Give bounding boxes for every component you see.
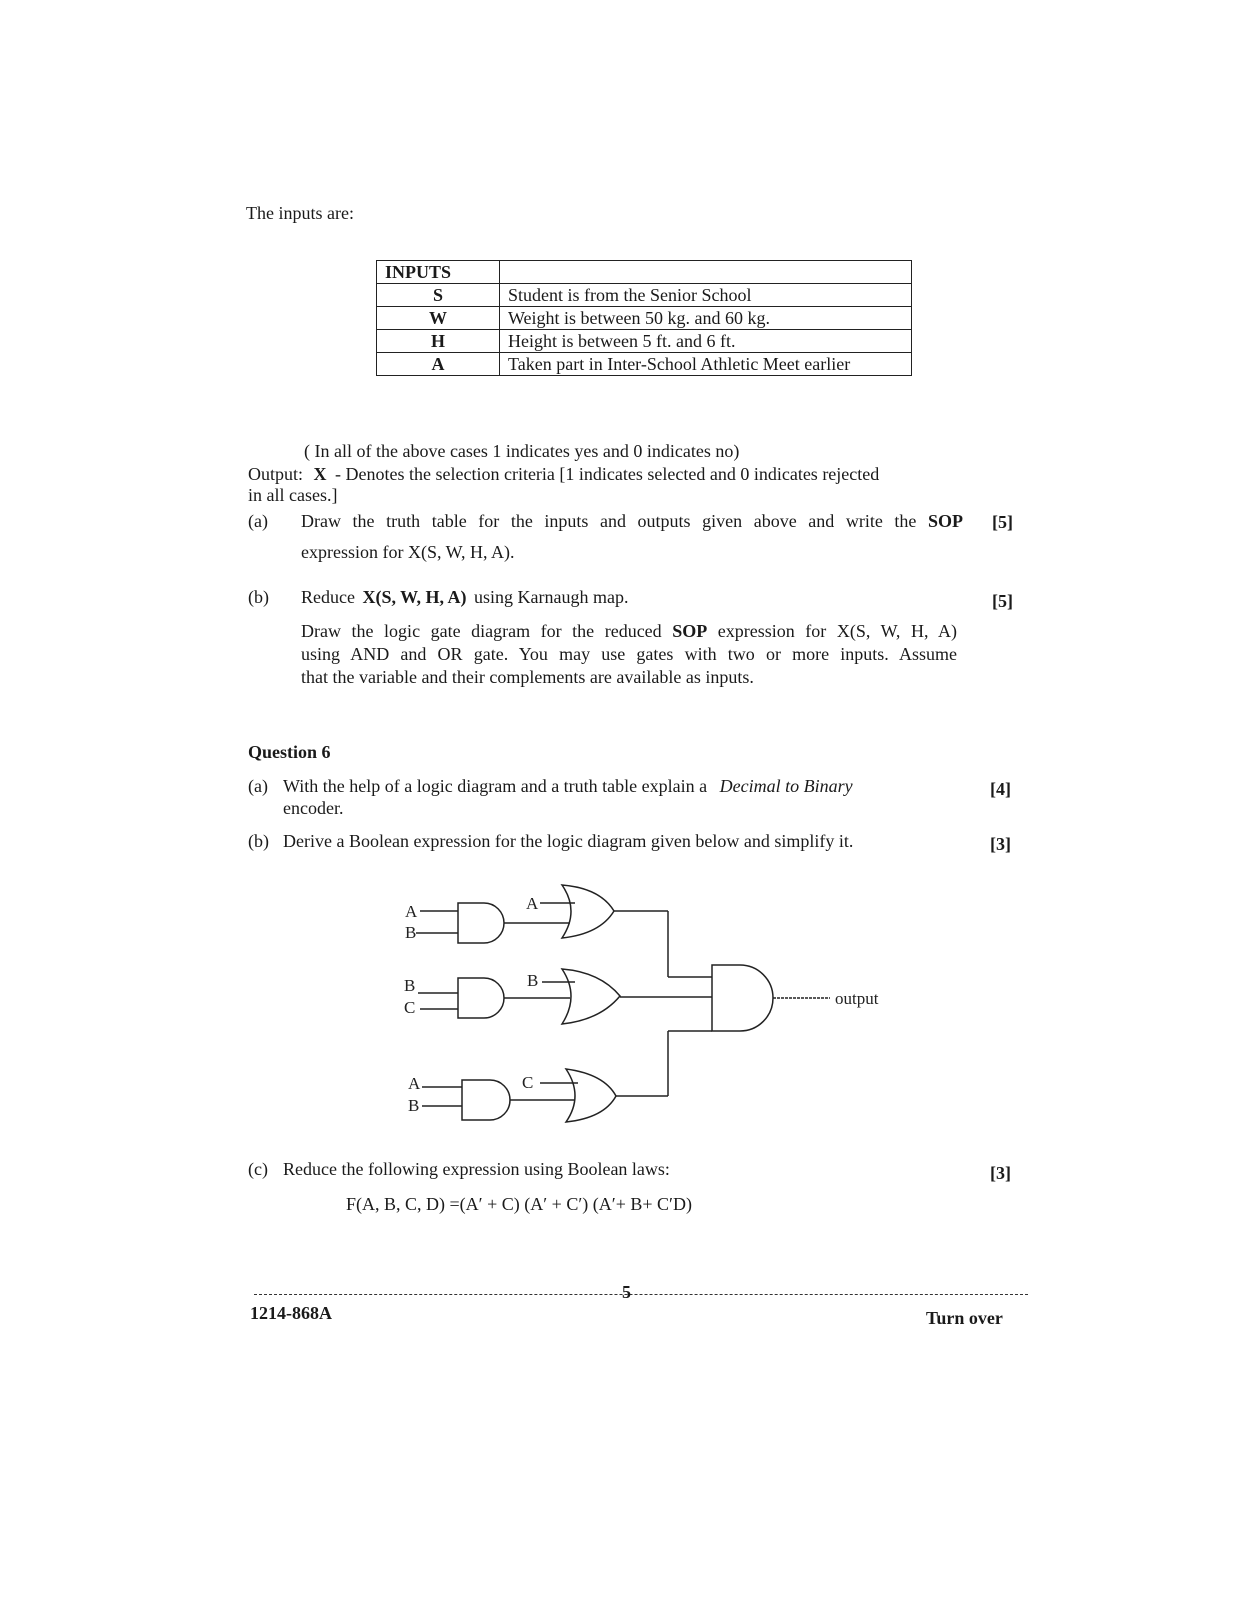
label-g3-in1: A bbox=[408, 1074, 421, 1093]
label-or3-in: C bbox=[522, 1073, 534, 1092]
q5a-text: Draw the truth table for the inputs and outputs given above and write the bbox=[301, 511, 917, 531]
q6a-line-2: encoder. bbox=[283, 798, 344, 818]
q6b-text: Derive a Boolean expression for the logic diagram given below and simplify it. bbox=[283, 831, 854, 851]
label-g3-in2: B bbox=[408, 1096, 420, 1115]
q6a-marks: [4] bbox=[990, 779, 1011, 799]
paper-code: 1214-868A bbox=[250, 1303, 332, 1323]
input-key: S bbox=[377, 284, 500, 307]
input-desc: Weight is between 50 kg. and 60 kg. bbox=[500, 307, 912, 330]
page-number: 5 bbox=[622, 1282, 631, 1302]
output-line-2: in all cases.] bbox=[248, 485, 338, 505]
or-gate-1 bbox=[562, 885, 614, 938]
and-gate-1 bbox=[458, 903, 504, 943]
q6c-text: Reduce the following expression using Boolean laws: bbox=[283, 1159, 670, 1179]
and-gate-2 bbox=[458, 978, 504, 1018]
q5a-marks: [5] bbox=[992, 512, 1013, 532]
input-desc: Student is from the Senior School bbox=[500, 284, 912, 307]
q5b-para-pre: Draw the logic gate diagram for the reduced bbox=[301, 621, 662, 641]
or-gate-2 bbox=[562, 969, 620, 1024]
label-g1-in2: B bbox=[405, 923, 417, 942]
q5b-text-post: using Karnaugh map. bbox=[474, 587, 629, 607]
q6c-marks: [3] bbox=[990, 1163, 1011, 1183]
input-key: H bbox=[377, 330, 500, 353]
label-or1-in: A bbox=[526, 894, 539, 913]
q6a-italic: Decimal to Binary bbox=[719, 776, 853, 796]
q6c-label: (c) bbox=[248, 1159, 268, 1179]
input-key: W bbox=[377, 307, 500, 330]
label-g2-in1: B bbox=[404, 976, 416, 995]
q6b-label: (b) bbox=[248, 831, 269, 851]
q6c-expression: F(A, B, C, D) =(A′ + C) (A′ + C′) (A′+ B+ C′D) bbox=[346, 1194, 692, 1214]
label-output: output bbox=[835, 989, 879, 1008]
footer-divider bbox=[254, 1294, 1028, 1295]
input-desc: Taken part in Inter-School Athletic Meet earlier bbox=[500, 353, 912, 376]
q5b-expr: X(S, W, H, A) bbox=[362, 587, 467, 607]
output-var: X bbox=[313, 464, 327, 484]
q5b-para-post: expression for X(S, W, H, A) bbox=[717, 621, 957, 641]
or-gate-3 bbox=[566, 1069, 616, 1122]
q6-title: Question 6 bbox=[248, 742, 331, 762]
input-key: A bbox=[377, 353, 500, 376]
output-prefix: Output: bbox=[248, 464, 304, 484]
note-text: ( In all of the above cases 1 indicates yes and 0 indicates no) bbox=[304, 441, 740, 461]
input-desc: Height is between 5 ft. and 6 ft. bbox=[500, 330, 912, 353]
intro-text: The inputs are: bbox=[246, 203, 354, 223]
q5b-label: (b) bbox=[248, 587, 269, 607]
q5b-marks: [5] bbox=[992, 591, 1013, 611]
output-and-gate bbox=[712, 965, 773, 1031]
q5b-para-sop: SOP bbox=[672, 621, 708, 641]
and-gate-3 bbox=[462, 1080, 510, 1120]
q6a-label: (a) bbox=[248, 776, 268, 796]
q5b-para-line-3: that the variable and their complements are available as inputs. bbox=[301, 667, 754, 687]
q5a-label: (a) bbox=[248, 511, 268, 531]
table-header-inputs: INPUTS bbox=[377, 261, 500, 284]
q6b-marks: [3] bbox=[990, 834, 1011, 854]
q6a-text: With the help of a logic diagram and a truth table explain a bbox=[283, 776, 708, 796]
q5a-sop: SOP bbox=[928, 511, 964, 531]
label-or2-in: B bbox=[527, 971, 539, 990]
output-rest: - Denotes the selection criteria [1 indicates selected and 0 indicates rejected bbox=[335, 464, 880, 484]
turn-over-text: Turn over bbox=[926, 1308, 1003, 1328]
q5b-para-line-2: using AND and OR gate. You may use gates with two or more inputs. Assume bbox=[301, 644, 957, 664]
q5a-line-2: expression for X(S, W, H, A). bbox=[301, 542, 515, 562]
q5b-text-pre: Reduce bbox=[301, 587, 355, 607]
label-g2-in2: C bbox=[404, 998, 416, 1017]
label-g1-in1: A bbox=[405, 902, 418, 921]
